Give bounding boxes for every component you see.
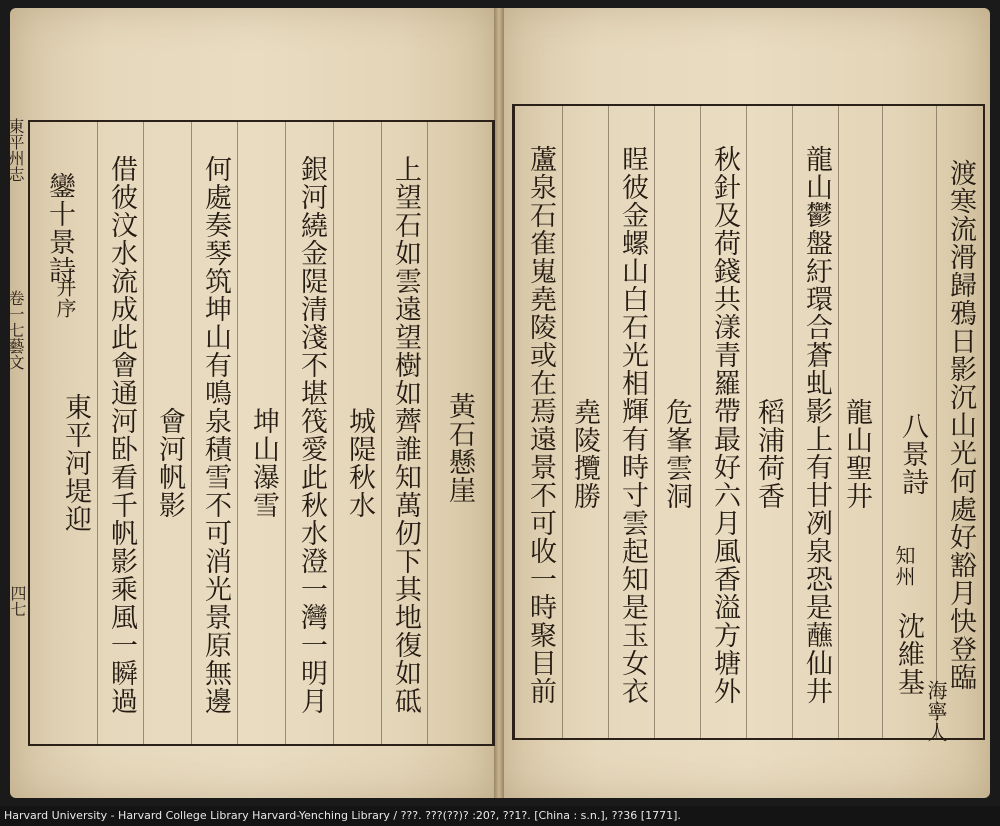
col-r-text-2: 秋針及荷錢共漾青羅帶最好六月風香溢方塘外: [709, 145, 740, 705]
col-text-2: 銀河繞金隄清淺不堪筏愛此秋水澄一灣一明月: [296, 155, 327, 715]
library-caption: Harvard University - Harvard College Library Harvard-Yenching Library / ???. ???(??)? :20?, ??1?. [China : s.n.], ??36 [1771].: [4, 809, 681, 822]
margin-page-number: 四七: [8, 585, 27, 617]
col-text-4: 借彼汶水流成此會通河卧看千帆影乘風一瞬過: [106, 155, 137, 715]
col-r-author: 沈維基: [893, 612, 924, 696]
col-r-text-3: 睈彼金螺山白石光相輝有時寸雲起知是玉女衣: [617, 145, 648, 705]
col-r-1: 渡寒流滑歸鴉日影沉山光何處好豁月快登臨: [945, 159, 976, 691]
col-r-heading-4: 堯陵攬勝: [569, 398, 600, 510]
col-heading-2: 城隄秋水: [344, 407, 375, 519]
col-r-office: 知州: [892, 545, 916, 587]
margin-book-title: 東平州志: [6, 118, 25, 182]
col-text-1: 上望石如雲遠望樹如薺誰知萬仞下其地復如砥: [390, 155, 421, 715]
col-r-origin: 海寧人: [924, 679, 948, 743]
book-spine: [494, 8, 504, 798]
col-text-3: 何處奏琴筑坤山有鳴泉積雪不可消光景原無邊: [200, 155, 231, 715]
section-title: 鑾十景詩: [44, 172, 75, 284]
col-heading-4: 會河帆影: [154, 407, 185, 519]
col-r-heading-1: 龍山聖井: [841, 398, 872, 510]
left-text-frame: [28, 120, 495, 746]
col-r-heading-3: 危峯雲洞: [661, 398, 692, 510]
col-r-2: 八景詩: [897, 412, 928, 496]
col-heading-1: 黃石懸崖: [444, 392, 475, 504]
col-r-heading-2: 稻浦荷香: [753, 398, 784, 510]
col-r-text-4: 蘆泉石隺嵬堯陵或在焉遠景不可收一時聚目前: [525, 145, 556, 705]
margin-section-label: 卷一七藝文: [6, 290, 25, 370]
section-subtitle: 并序: [53, 277, 77, 319]
right-text-frame: [512, 104, 985, 743]
col-heading-5: 東平河堤迎: [60, 393, 91, 533]
col-heading-3: 坤山瀑雪: [248, 407, 279, 519]
col-r-text-1: 龍山鬱盤紆環合蒼虬影上有甘冽泉恐是蘸仙井: [801, 145, 832, 705]
